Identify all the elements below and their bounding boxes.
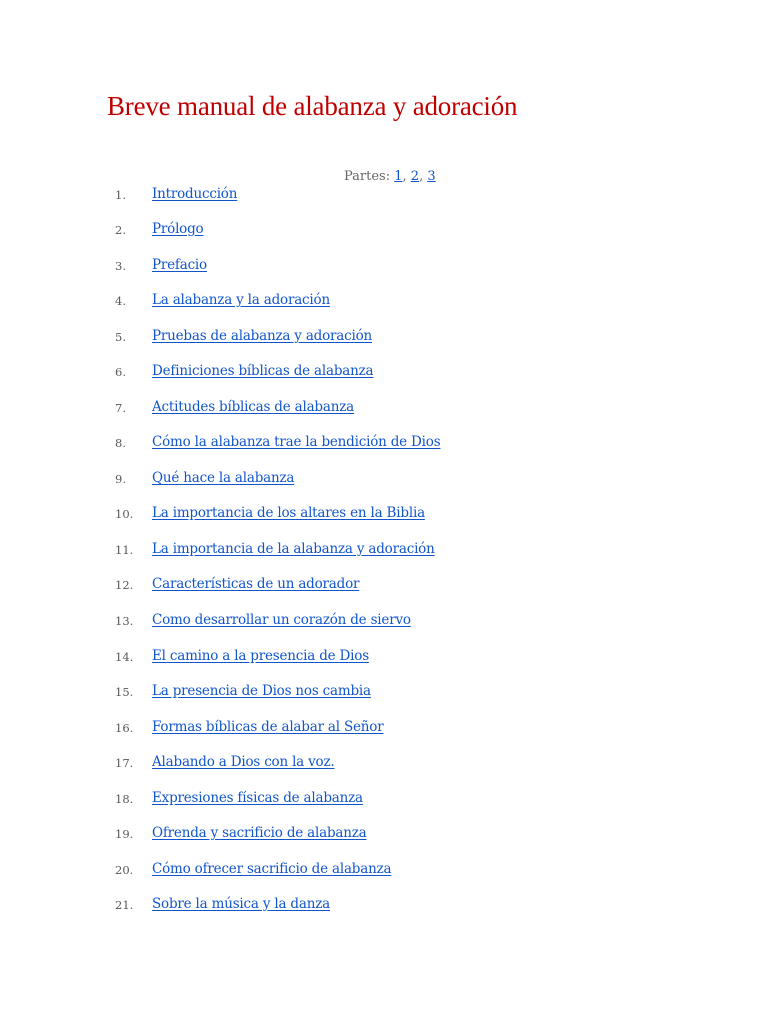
toc-item-number: 5. (115, 330, 126, 344)
toc-item (0, 646, 700, 668)
toc-item (0, 539, 700, 561)
toc-item (0, 823, 700, 845)
parts-label: Partes: (344, 169, 395, 184)
toc-item-number: 17. (115, 756, 134, 770)
part-link-3[interactable]: 3 (427, 169, 436, 184)
toc-item (0, 894, 700, 916)
toc-item-number: 19. (115, 827, 134, 841)
toc-item-number: 2. (115, 223, 126, 237)
toc-item-number: 21. (115, 898, 134, 912)
toc-item-number: 8. (115, 436, 126, 450)
toc-link-presencia[interactable]: La presencia de Dios nos cambia (152, 683, 371, 699)
toc-item-number: 13. (115, 614, 134, 628)
toc-link-bendicion[interactable]: Cómo la alabanza trae la bendición de Dios (152, 434, 441, 450)
toc-link-formas[interactable]: Formas bíblicas de alabar al Señor (152, 719, 384, 735)
toc-item (0, 290, 700, 312)
toc-link-altares[interactable]: La importancia de los altares en la Biblia (152, 505, 425, 521)
toc-item-number: 14. (115, 650, 134, 664)
toc-item (0, 574, 700, 596)
toc-link-definiciones[interactable]: Definiciones bíblicas de alabanza (152, 363, 374, 379)
toc-item-number: 9. (115, 472, 126, 486)
toc-link-actitudes[interactable]: Actitudes bíblicas de alabanza (152, 399, 354, 415)
toc-item-number: 10. (115, 507, 134, 521)
toc-item-number: 18. (115, 792, 134, 806)
toc-item (0, 397, 700, 419)
toc-link-pruebas[interactable]: Pruebas de alabanza y adoración (152, 328, 373, 344)
toc-item (0, 752, 700, 774)
toc-link-camino[interactable]: El camino a la presencia de Dios (152, 648, 369, 664)
toc-item-number: 6. (115, 365, 126, 379)
toc-item (0, 255, 700, 277)
toc-item-number: 11. (115, 543, 134, 557)
toc-link-corazon-siervo[interactable]: Como desarrollar un corazón de siervo (152, 612, 411, 628)
toc-item-number: 16. (115, 721, 134, 735)
toc-item-number: 20. (115, 863, 134, 877)
toc-item (0, 610, 700, 632)
toc-item-number: 1. (115, 188, 126, 202)
toc-link-alabanza-adoracion[interactable]: La alabanza y la adoración (152, 292, 330, 308)
toc-link-introduccion[interactable]: Introducción (152, 186, 238, 202)
toc-item (0, 788, 700, 810)
toc-item-number: 12. (115, 578, 134, 592)
part-link-1[interactable]: 1 (394, 169, 403, 184)
toc-item (0, 219, 700, 241)
toc-item-number: 15. (115, 685, 134, 699)
toc-link-importancia[interactable]: La importancia de la alabanza y adoración (152, 541, 435, 557)
toc-link-voz[interactable]: Alabando a Dios con la voz. (152, 754, 335, 770)
toc-link-que-hace[interactable]: Qué hace la alabanza (152, 470, 295, 486)
toc-item (0, 432, 700, 454)
toc-link-expresiones[interactable]: Expresiones físicas de alabanza (152, 790, 363, 806)
toc-item (0, 859, 700, 881)
toc-link-musica-danza[interactable]: Sobre la música y la danza (152, 896, 330, 912)
toc-item (0, 681, 700, 703)
toc-item (0, 503, 700, 525)
parts-separator: , (419, 169, 428, 184)
toc-item (0, 184, 700, 206)
toc-item (0, 717, 700, 739)
toc-item-number: 3. (115, 259, 126, 273)
toc-link-prologo[interactable]: Prólogo (152, 221, 204, 237)
page-title: Breve manual de alabanza y adoración (107, 91, 518, 121)
toc-item-number: 4. (115, 294, 126, 308)
toc-item-number: 7. (115, 401, 126, 415)
toc-item (0, 326, 700, 348)
toc-link-prefacio[interactable]: Prefacio (152, 257, 207, 273)
part-link-2[interactable]: 2 (410, 169, 420, 184)
toc-item (0, 468, 700, 490)
toc-link-sacrificio[interactable]: Cómo ofrecer sacrificio de alabanza (152, 861, 392, 877)
parts-separator: , (402, 169, 411, 184)
toc-link-caracteristicas[interactable]: Características de un adorador (152, 576, 360, 592)
toc-link-ofrenda[interactable]: Ofrenda y sacrificio de alabanza (152, 825, 367, 841)
toc-item (0, 361, 700, 383)
